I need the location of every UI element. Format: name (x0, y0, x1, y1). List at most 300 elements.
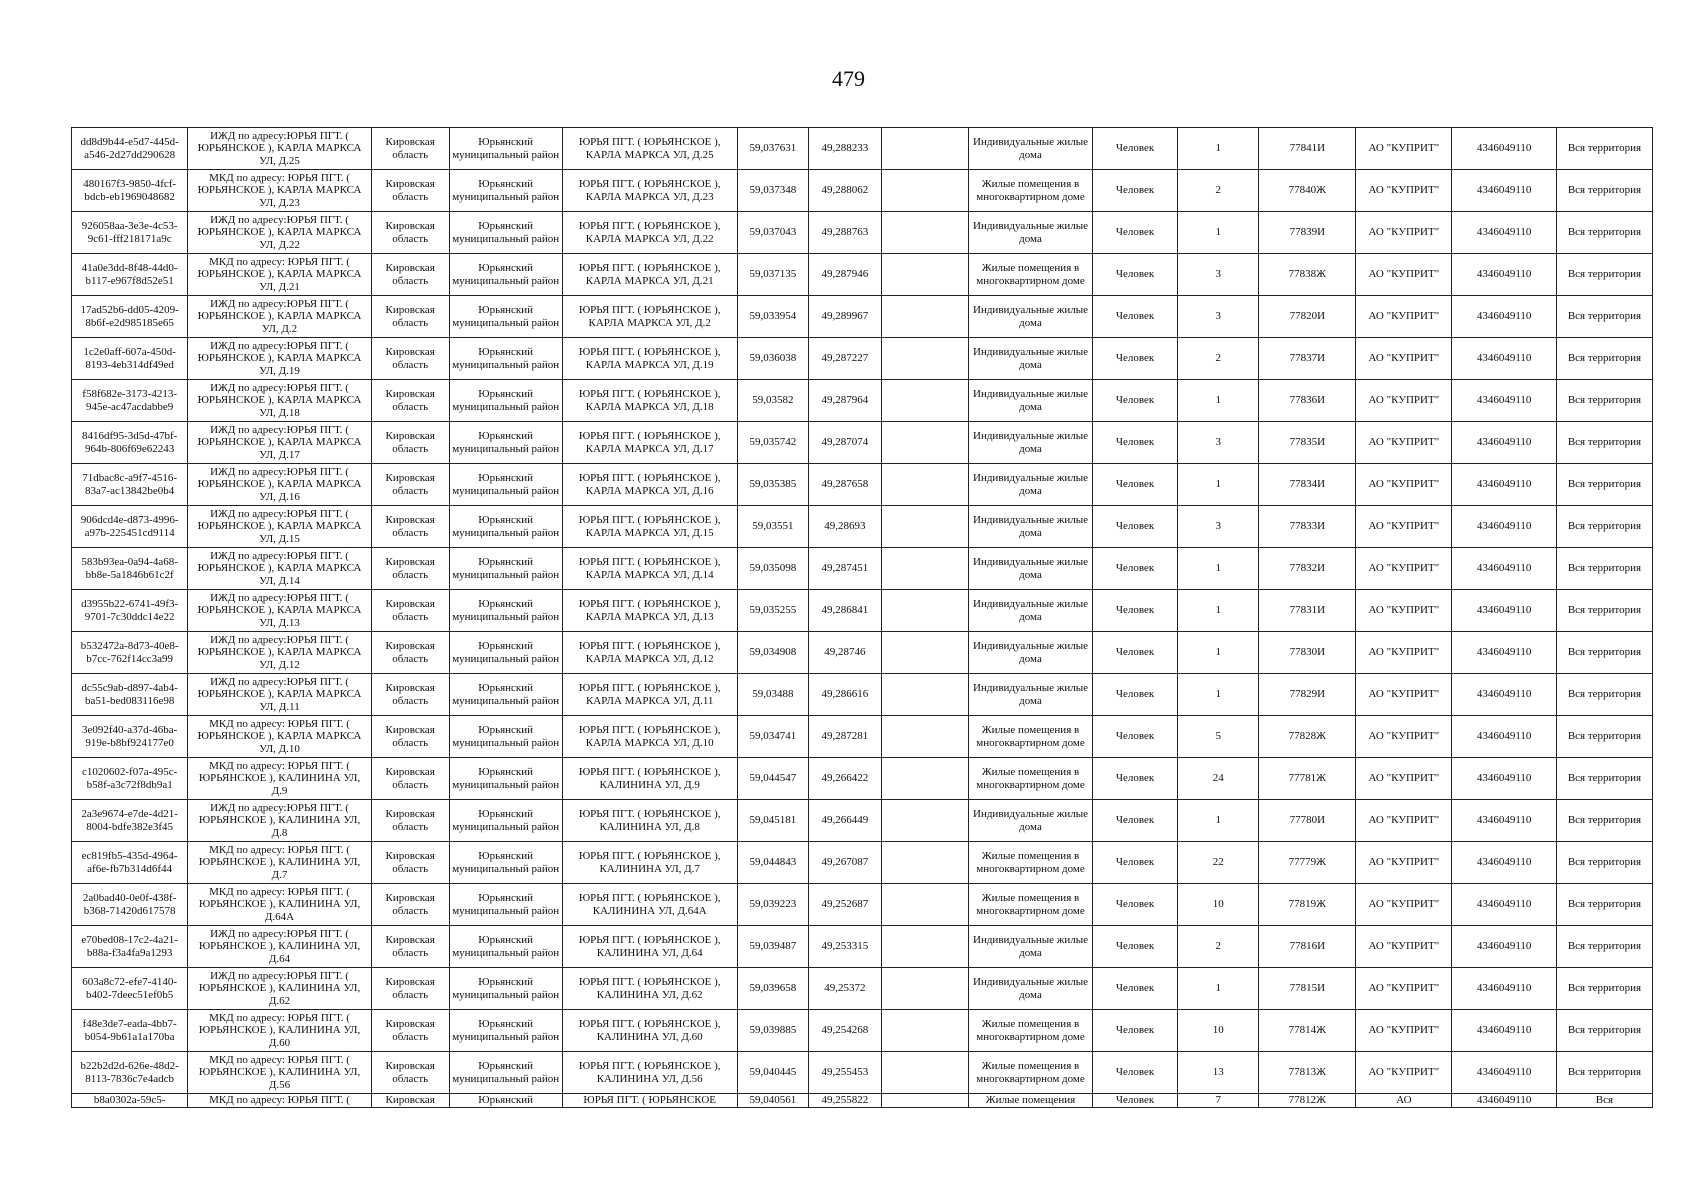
cell-district: Юрьянский муниципальный район (449, 254, 562, 296)
table-row (72, 548, 1653, 590)
cell-longitude: 49,288763 (809, 212, 882, 254)
cell-longitude: 49,253315 (809, 926, 882, 968)
cell-region: Кировская область (371, 758, 449, 800)
cell-region: Кировская область (371, 338, 449, 380)
table-row (72, 464, 1653, 506)
cell-region: Кировская область (371, 842, 449, 884)
cell-longitude: 49,255822 (809, 1094, 882, 1108)
cell-organization: АО "КУПРИТ" (1356, 506, 1452, 548)
cell-area: Вся территория (1556, 548, 1652, 590)
cell-code: 77781Ж (1259, 758, 1356, 800)
cell-inn: 4346049110 (1452, 884, 1557, 926)
cell-unit: Человек (1092, 800, 1177, 842)
cell-id: 603a8c72-efe7-4140-b402-7deec51ef0b5 (72, 968, 188, 1010)
cell-code: 77832И (1259, 548, 1356, 590)
cell-id: 17ad52b6-dd05-4209-8b6f-e2d985185e65 (72, 296, 188, 338)
cell-address: ЮРЬЯ ПГТ. ( ЮРЬЯНСКОЕ ), КАРЛА МАРКСА УЛ, Д.13 (562, 590, 737, 632)
table-row (72, 926, 1653, 968)
cell-unit: Человек (1092, 674, 1177, 716)
cell-id: b8a0302a-59c5- (72, 1094, 188, 1108)
cell-count: 2 (1178, 170, 1259, 212)
cell-district: Юрьянский муниципальный район (449, 1010, 562, 1052)
cell-category: Индивидуальные жилые дома (969, 968, 1093, 1010)
cell-district: Юрьянский муниципальный район (449, 590, 562, 632)
registry-table (71, 127, 1653, 1108)
cell-region: Кировская область (371, 548, 449, 590)
cell-latitude: 59,03488 (737, 674, 808, 716)
cell-region: Кировская область (371, 590, 449, 632)
cell-category: Индивидуальные жилые дома (969, 464, 1093, 506)
cell-name: МКД по адресу: ЮРЬЯ ПГТ. ( (188, 1094, 371, 1108)
cell-address: ЮРЬЯ ПГТ. ( ЮРЬЯНСКОЕ ), КАЛИНИНА УЛ, Д.9 (562, 758, 737, 800)
cell-area: Вся территория (1556, 422, 1652, 464)
cell-inn: 4346049110 (1452, 128, 1557, 170)
table-row (72, 1094, 1653, 1108)
cell-latitude: 59,036038 (737, 338, 808, 380)
cell-organization: АО "КУПРИТ" (1356, 716, 1452, 758)
cell-name: МКД по адресу: ЮРЬЯ ПГТ. ( ЮРЬЯНСКОЕ ), КАРЛА МАРКСА УЛ, Д.23 (188, 170, 371, 212)
cell-address: ЮРЬЯ ПГТ. ( ЮРЬЯНСКОЕ ), КАРЛА МАРКСА УЛ, Д.12 (562, 632, 737, 674)
cell-address: ЮРЬЯ ПГТ. ( ЮРЬЯНСКОЕ ), КАЛИНИНА УЛ, Д.8 (562, 800, 737, 842)
cell-name: МКД по адресу: ЮРЬЯ ПГТ. ( ЮРЬЯНСКОЕ ), КАЛИНИНА УЛ, Д.56 (188, 1052, 371, 1094)
cell-longitude: 49,287658 (809, 464, 882, 506)
cell-longitude: 49,287451 (809, 548, 882, 590)
cell-latitude: 59,035098 (737, 548, 808, 590)
cell-longitude: 49,288062 (809, 170, 882, 212)
cell-area: Вся территория (1556, 296, 1652, 338)
cell-area: Вся территория (1556, 464, 1652, 506)
cell-longitude: 49,286841 (809, 590, 882, 632)
cell-longitude: 49,25372 (809, 968, 882, 1010)
cell-area: Вся территория (1556, 968, 1652, 1010)
cell-longitude: 49,267087 (809, 842, 882, 884)
page-number: 479 (832, 66, 865, 91)
cell-latitude: 59,037631 (737, 128, 808, 170)
cell-name: МКД по адресу: ЮРЬЯ ПГТ. ( ЮРЬЯНСКОЕ ), КАРЛА МАРКСА УЛ, Д.10 (188, 716, 371, 758)
cell-latitude: 59,034908 (737, 632, 808, 674)
cell-unit: Человек (1092, 464, 1177, 506)
cell-organization: АО "КУПРИТ" (1356, 758, 1452, 800)
cell-latitude: 59,037135 (737, 254, 808, 296)
cell-category: Жилые помещения в многоквартирном доме (969, 254, 1093, 296)
cell-empty (881, 884, 968, 926)
cell-region: Кировская область (371, 170, 449, 212)
cell-category: Индивидуальные жилые дома (969, 506, 1093, 548)
cell-organization: АО "КУПРИТ" (1356, 968, 1452, 1010)
cell-count: 7 (1178, 1094, 1259, 1108)
table-row (72, 1010, 1653, 1052)
cell-name: ИЖД по адресу:ЮРЬЯ ПГТ. ( ЮРЬЯНСКОЕ ), КАРЛА МАРКСА УЛ, Д.18 (188, 380, 371, 422)
cell-code: 77837И (1259, 338, 1356, 380)
cell-id: b22b2d2d-626e-48d2-8113-7836c7e4adcb (72, 1052, 188, 1094)
cell-district: Юрьянский (449, 1094, 562, 1108)
cell-name: ИЖД по адресу:ЮРЬЯ ПГТ. ( ЮРЬЯНСКОЕ ), КАРЛА МАРКСА УЛ, Д.25 (188, 128, 371, 170)
cell-code: 77830И (1259, 632, 1356, 674)
cell-count: 1 (1178, 212, 1259, 254)
cell-district: Юрьянский муниципальный район (449, 296, 562, 338)
cell-address: ЮРЬЯ ПГТ. ( ЮРЬЯНСКОЕ ), КАЛИНИНА УЛ, Д.62 (562, 968, 737, 1010)
cell-count: 3 (1178, 422, 1259, 464)
cell-category: Индивидуальные жилые дома (969, 926, 1093, 968)
cell-region: Кировская область (371, 968, 449, 1010)
cell-inn: 4346049110 (1452, 758, 1557, 800)
cell-area: Вся территория (1556, 212, 1652, 254)
cell-name: ИЖД по адресу:ЮРЬЯ ПГТ. ( ЮРЬЯНСКОЕ ), КАРЛА МАРКСА УЛ, Д.15 (188, 506, 371, 548)
cell-code: 77836И (1259, 380, 1356, 422)
cell-latitude: 59,040445 (737, 1052, 808, 1094)
cell-count: 13 (1178, 1052, 1259, 1094)
table-row (72, 590, 1653, 632)
cell-longitude: 49,288233 (809, 128, 882, 170)
cell-organization: АО "КУПРИТ" (1356, 296, 1452, 338)
cell-empty (881, 1052, 968, 1094)
cell-category: Жилые помещения в многоквартирном доме (969, 716, 1093, 758)
cell-longitude: 49,255453 (809, 1052, 882, 1094)
cell-inn: 4346049110 (1452, 926, 1557, 968)
cell-organization: АО "КУПРИТ" (1356, 128, 1452, 170)
cell-district: Юрьянский муниципальный район (449, 464, 562, 506)
cell-empty (881, 212, 968, 254)
cell-name: ИЖД по адресу:ЮРЬЯ ПГТ. ( ЮРЬЯНСКОЕ ), КАРЛА МАРКСА УЛ, Д.22 (188, 212, 371, 254)
cell-organization: АО "КУПРИТ" (1356, 548, 1452, 590)
cell-area: Вся территория (1556, 926, 1652, 968)
cell-inn: 4346049110 (1452, 254, 1557, 296)
cell-empty (881, 380, 968, 422)
cell-category: Жилые помещения в многоквартирном доме (969, 758, 1093, 800)
cell-area: Вся территория (1556, 842, 1652, 884)
cell-region: Кировская область (371, 926, 449, 968)
cell-district: Юрьянский муниципальный район (449, 800, 562, 842)
cell-inn: 4346049110 (1452, 464, 1557, 506)
table-row (72, 128, 1653, 170)
cell-category: Индивидуальные жилые дома (969, 800, 1093, 842)
cell-unit: Человек (1092, 212, 1177, 254)
cell-count: 10 (1178, 1010, 1259, 1052)
cell-code: 77812Ж (1259, 1094, 1356, 1108)
cell-latitude: 59,039885 (737, 1010, 808, 1052)
cell-count: 2 (1178, 926, 1259, 968)
cell-address: ЮРЬЯ ПГТ. ( ЮРЬЯНСКОЕ ), КАРЛА МАРКСА УЛ, Д.25 (562, 128, 737, 170)
cell-address: ЮРЬЯ ПГТ. ( ЮРЬЯНСКОЕ ), КАЛИНИНА УЛ, Д.64 (562, 926, 737, 968)
cell-inn: 4346049110 (1452, 716, 1557, 758)
cell-category: Индивидуальные жилые дома (969, 548, 1093, 590)
cell-area: Вся территория (1556, 128, 1652, 170)
cell-category: Жилые помещения в многоквартирном доме (969, 884, 1093, 926)
cell-region: Кировская (371, 1094, 449, 1108)
cell-empty (881, 296, 968, 338)
cell-unit: Человек (1092, 1094, 1177, 1108)
cell-region: Кировская область (371, 800, 449, 842)
cell-category: Индивидуальные жилые дома (969, 212, 1093, 254)
cell-name: ИЖД по адресу:ЮРЬЯ ПГТ. ( ЮРЬЯНСКОЕ ), КАРЛА МАРКСА УЛ, Д.19 (188, 338, 371, 380)
cell-district: Юрьянский муниципальный район (449, 968, 562, 1010)
cell-code: 77814Ж (1259, 1010, 1356, 1052)
cell-id: 583b93ea-0a94-4a68-bb8e-5a1846b61c2f (72, 548, 188, 590)
cell-code: 77841И (1259, 128, 1356, 170)
cell-name: ИЖД по адресу:ЮРЬЯ ПГТ. ( ЮРЬЯНСКОЕ ), КАЛИНИНА УЛ, Д.64 (188, 926, 371, 968)
cell-name: ИЖД по адресу:ЮРЬЯ ПГТ. ( ЮРЬЯНСКОЕ ), КАРЛА МАРКСА УЛ, Д.12 (188, 632, 371, 674)
cell-category: Индивидуальные жилые дома (969, 338, 1093, 380)
cell-latitude: 59,035385 (737, 464, 808, 506)
table-row (72, 842, 1653, 884)
cell-area: Вся территория (1556, 758, 1652, 800)
cell-name: ИЖД по адресу:ЮРЬЯ ПГТ. ( ЮРЬЯНСКОЕ ), КАРЛА МАРКСА УЛ, Д.17 (188, 422, 371, 464)
cell-unit: Человек (1092, 632, 1177, 674)
cell-address: ЮРЬЯ ПГТ. ( ЮРЬЯНСКОЕ ), КАЛИНИНА УЛ, Д.56 (562, 1052, 737, 1094)
cell-unit: Человек (1092, 1010, 1177, 1052)
cell-id: 2a0bad40-0e0f-438f-b368-71420d617578 (72, 884, 188, 926)
cell-id: 926058aa-3e3e-4c53-9c61-fff218171a9c (72, 212, 188, 254)
cell-unit: Человек (1092, 380, 1177, 422)
cell-area: Вся территория (1556, 254, 1652, 296)
cell-inn: 4346049110 (1452, 1052, 1557, 1094)
cell-category: Индивидуальные жилые дома (969, 632, 1093, 674)
cell-organization: АО "КУПРИТ" (1356, 464, 1452, 506)
cell-inn: 4346049110 (1452, 338, 1557, 380)
cell-district: Юрьянский муниципальный район (449, 884, 562, 926)
cell-id: 906dcd4e-d873-4996-a97b-225451cd9114 (72, 506, 188, 548)
cell-empty (881, 926, 968, 968)
cell-district: Юрьянский муниципальный район (449, 548, 562, 590)
registry-body (72, 128, 1653, 1108)
cell-id: f48e3de7-eada-4bb7-b054-9b61a1a170ba (72, 1010, 188, 1052)
cell-address: ЮРЬЯ ПГТ. ( ЮРЬЯНСКОЕ ), КАРЛА МАРКСА УЛ, Д.10 (562, 716, 737, 758)
cell-latitude: 59,03551 (737, 506, 808, 548)
cell-region: Кировская область (371, 212, 449, 254)
cell-region: Кировская область (371, 506, 449, 548)
cell-latitude: 59,033954 (737, 296, 808, 338)
cell-empty (881, 338, 968, 380)
cell-count: 3 (1178, 506, 1259, 548)
cell-organization: АО "КУПРИТ" (1356, 254, 1452, 296)
cell-longitude: 49,287227 (809, 338, 882, 380)
cell-address: ЮРЬЯ ПГТ. ( ЮРЬЯНСКОЕ ), КАРЛА МАРКСА УЛ, Д.22 (562, 212, 737, 254)
cell-count: 1 (1178, 464, 1259, 506)
cell-address: ЮРЬЯ ПГТ. ( ЮРЬЯНСКОЕ ), КАРЛА МАРКСА УЛ, Д.17 (562, 422, 737, 464)
cell-address: ЮРЬЯ ПГТ. ( ЮРЬЯНСКОЕ ), КАЛИНИНА УЛ, Д.60 (562, 1010, 737, 1052)
cell-category: Жилые помещения в многоквартирном доме (969, 170, 1093, 212)
table-row (72, 506, 1653, 548)
cell-name: МКД по адресу: ЮРЬЯ ПГТ. ( ЮРЬЯНСКОЕ ), КАЛИНИНА УЛ, Д.64А (188, 884, 371, 926)
cell-organization: АО "КУПРИТ" (1356, 632, 1452, 674)
cell-id: 3e092f40-a37d-46ba-919e-b8bf924177e0 (72, 716, 188, 758)
cell-count: 1 (1178, 590, 1259, 632)
cell-count: 1 (1178, 800, 1259, 842)
cell-area: Вся территория (1556, 338, 1652, 380)
cell-code: 77819Ж (1259, 884, 1356, 926)
cell-id: ec819fb5-435d-4964-af6e-fb7b314d6f44 (72, 842, 188, 884)
cell-code: 77838Ж (1259, 254, 1356, 296)
cell-region: Кировская область (371, 422, 449, 464)
cell-latitude: 59,037043 (737, 212, 808, 254)
cell-code: 77831И (1259, 590, 1356, 632)
cell-code: 77834И (1259, 464, 1356, 506)
cell-id: e70bed08-17c2-4a21-b88a-f3a4fa9a1293 (72, 926, 188, 968)
cell-latitude: 59,044547 (737, 758, 808, 800)
cell-inn: 4346049110 (1452, 422, 1557, 464)
cell-latitude: 59,035255 (737, 590, 808, 632)
cell-unit: Человек (1092, 296, 1177, 338)
cell-unit: Человек (1092, 548, 1177, 590)
cell-inn: 4346049110 (1452, 548, 1557, 590)
cell-empty (881, 254, 968, 296)
cell-empty (881, 632, 968, 674)
cell-inn: 4346049110 (1452, 842, 1557, 884)
cell-unit: Человек (1092, 338, 1177, 380)
cell-latitude: 59,034741 (737, 716, 808, 758)
cell-code: 77835И (1259, 422, 1356, 464)
cell-code: 77813Ж (1259, 1052, 1356, 1094)
cell-latitude: 59,040561 (737, 1094, 808, 1108)
cell-code: 77840Ж (1259, 170, 1356, 212)
cell-longitude: 49,28746 (809, 632, 882, 674)
cell-inn: 4346049110 (1452, 1010, 1557, 1052)
cell-region: Кировская область (371, 674, 449, 716)
cell-organization: АО "КУПРИТ" (1356, 212, 1452, 254)
cell-region: Кировская область (371, 1010, 449, 1052)
cell-count: 5 (1178, 716, 1259, 758)
cell-empty (881, 800, 968, 842)
cell-empty (881, 1010, 968, 1052)
cell-unit: Человек (1092, 254, 1177, 296)
cell-name: МКД по адресу: ЮРЬЯ ПГТ. ( ЮРЬЯНСКОЕ ), КАЛИНИНА УЛ, Д.60 (188, 1010, 371, 1052)
table-row (72, 212, 1653, 254)
cell-district: Юрьянский муниципальный район (449, 632, 562, 674)
cell-unit: Человек (1092, 968, 1177, 1010)
cell-unit: Человек (1092, 506, 1177, 548)
cell-id: 71dbac8c-a9f7-4516-83a7-ac13842be0b4 (72, 464, 188, 506)
cell-district: Юрьянский муниципальный район (449, 422, 562, 464)
cell-count: 1 (1178, 674, 1259, 716)
cell-longitude: 49,287946 (809, 254, 882, 296)
table-row (72, 716, 1653, 758)
cell-address: ЮРЬЯ ПГТ. ( ЮРЬЯНСКОЕ ), КАРЛА МАРКСА УЛ, Д.21 (562, 254, 737, 296)
cell-district: Юрьянский муниципальный район (449, 128, 562, 170)
cell-code: 77828Ж (1259, 716, 1356, 758)
cell-id: dd8d9b44-e5d7-445d-a546-2d27dd290628 (72, 128, 188, 170)
cell-address: ЮРЬЯ ПГТ. ( ЮРЬЯНСКОЕ ), КАРЛА МАРКСА УЛ, Д.14 (562, 548, 737, 590)
cell-inn: 4346049110 (1452, 968, 1557, 1010)
cell-name: ИЖД по адресу:ЮРЬЯ ПГТ. ( ЮРЬЯНСКОЕ ), КАРЛА МАРКСА УЛ, Д.11 (188, 674, 371, 716)
cell-count: 1 (1178, 632, 1259, 674)
cell-longitude: 49,287964 (809, 380, 882, 422)
cell-region: Кировская область (371, 1052, 449, 1094)
cell-empty (881, 968, 968, 1010)
cell-category: Индивидуальные жилые дома (969, 380, 1093, 422)
cell-count: 22 (1178, 842, 1259, 884)
cell-area: Вся территория (1556, 632, 1652, 674)
cell-address: ЮРЬЯ ПГТ. ( ЮРЬЯНСКОЕ ), КАРЛА МАРКСА УЛ, Д.2 (562, 296, 737, 338)
cell-district: Юрьянский муниципальный район (449, 170, 562, 212)
cell-district: Юрьянский муниципальный район (449, 842, 562, 884)
table-row (72, 296, 1653, 338)
cell-organization: АО "КУПРИТ" (1356, 380, 1452, 422)
cell-unit: Человек (1092, 590, 1177, 632)
cell-category: Жилые помещения в многоквартирном доме (969, 842, 1093, 884)
cell-code: 77815И (1259, 968, 1356, 1010)
table-row (72, 632, 1653, 674)
cell-empty (881, 758, 968, 800)
cell-inn: 4346049110 (1452, 800, 1557, 842)
cell-id: 8416df95-3d5d-47bf-964b-806f69e62243 (72, 422, 188, 464)
cell-id: dc55c9ab-d897-4ab4-ba51-bed083116e98 (72, 674, 188, 716)
cell-address: ЮРЬЯ ПГТ. ( ЮРЬЯНСКОЕ (562, 1094, 737, 1108)
cell-latitude: 59,039487 (737, 926, 808, 968)
cell-area: Вся территория (1556, 506, 1652, 548)
cell-latitude: 59,044843 (737, 842, 808, 884)
cell-organization: АО (1356, 1094, 1452, 1108)
cell-district: Юрьянский муниципальный район (449, 926, 562, 968)
cell-name: МКД по адресу: ЮРЬЯ ПГТ. ( ЮРЬЯНСКОЕ ), КАЛИНИНА УЛ, Д.7 (188, 842, 371, 884)
cell-unit: Человек (1092, 170, 1177, 212)
cell-longitude: 49,266422 (809, 758, 882, 800)
cell-area: Вся территория (1556, 884, 1652, 926)
table-row (72, 800, 1653, 842)
cell-empty (881, 842, 968, 884)
cell-organization: АО "КУПРИТ" (1356, 884, 1452, 926)
cell-organization: АО "КУПРИТ" (1356, 422, 1452, 464)
cell-category: Жилые помещения в многоквартирном доме (969, 1010, 1093, 1052)
cell-name: ИЖД по адресу:ЮРЬЯ ПГТ. ( ЮРЬЯНСКОЕ ), КАРЛА МАРКСА УЛ, Д.13 (188, 590, 371, 632)
cell-id: 1c2e0aff-607a-450d-8193-4eb314df49ed (72, 338, 188, 380)
cell-district: Юрьянский муниципальный район (449, 338, 562, 380)
table-row (72, 884, 1653, 926)
cell-region: Кировская область (371, 380, 449, 422)
cell-empty (881, 128, 968, 170)
cell-region: Кировская область (371, 884, 449, 926)
cell-longitude: 49,286616 (809, 674, 882, 716)
cell-empty (881, 422, 968, 464)
cell-count: 10 (1178, 884, 1259, 926)
cell-count: 2 (1178, 338, 1259, 380)
cell-category: Жилые помещения в многоквартирном доме (969, 1052, 1093, 1094)
cell-longitude: 49,28693 (809, 506, 882, 548)
cell-longitude: 49,287281 (809, 716, 882, 758)
cell-district: Юрьянский муниципальный район (449, 1052, 562, 1094)
cell-count: 3 (1178, 254, 1259, 296)
cell-id: c1020602-f07a-495c-b58f-a3c72f8db9a1 (72, 758, 188, 800)
cell-count: 1 (1178, 380, 1259, 422)
cell-code: 77829И (1259, 674, 1356, 716)
cell-category: Индивидуальные жилые дома (969, 674, 1093, 716)
cell-id: 2a3e9674-e7de-4d21-8004-bdfe382e3f45 (72, 800, 188, 842)
cell-organization: АО "КУПРИТ" (1356, 674, 1452, 716)
cell-count: 3 (1178, 296, 1259, 338)
cell-category: Индивидуальные жилые дома (969, 422, 1093, 464)
cell-area: Вся территория (1556, 1010, 1652, 1052)
cell-area: Вся территория (1556, 170, 1652, 212)
cell-code: 77833И (1259, 506, 1356, 548)
cell-address: ЮРЬЯ ПГТ. ( ЮРЬЯНСКОЕ ), КАЛИНИНА УЛ, Д.64А (562, 884, 737, 926)
cell-latitude: 59,045181 (737, 800, 808, 842)
table-row (72, 1052, 1653, 1094)
cell-district: Юрьянский муниципальный район (449, 506, 562, 548)
cell-id: b532472a-8d73-40e8-b7cc-762f14cc3a99 (72, 632, 188, 674)
cell-address: ЮРЬЯ ПГТ. ( ЮРЬЯНСКОЕ ), КАРЛА МАРКСА УЛ, Д.18 (562, 380, 737, 422)
cell-count: 24 (1178, 758, 1259, 800)
cell-organization: АО "КУПРИТ" (1356, 590, 1452, 632)
cell-address: ЮРЬЯ ПГТ. ( ЮРЬЯНСКОЕ ), КАЛИНИНА УЛ, Д.7 (562, 842, 737, 884)
cell-id: 41a0e3dd-8f48-44d0-b117-e967f8d52e51 (72, 254, 188, 296)
cell-unit: Человек (1092, 758, 1177, 800)
cell-district: Юрьянский муниципальный район (449, 212, 562, 254)
cell-district: Юрьянский муниципальный район (449, 758, 562, 800)
cell-area: Вся территория (1556, 1052, 1652, 1094)
table-row (72, 758, 1653, 800)
cell-area: Вся территория (1556, 590, 1652, 632)
cell-unit: Человек (1092, 1052, 1177, 1094)
cell-code: 77780И (1259, 800, 1356, 842)
